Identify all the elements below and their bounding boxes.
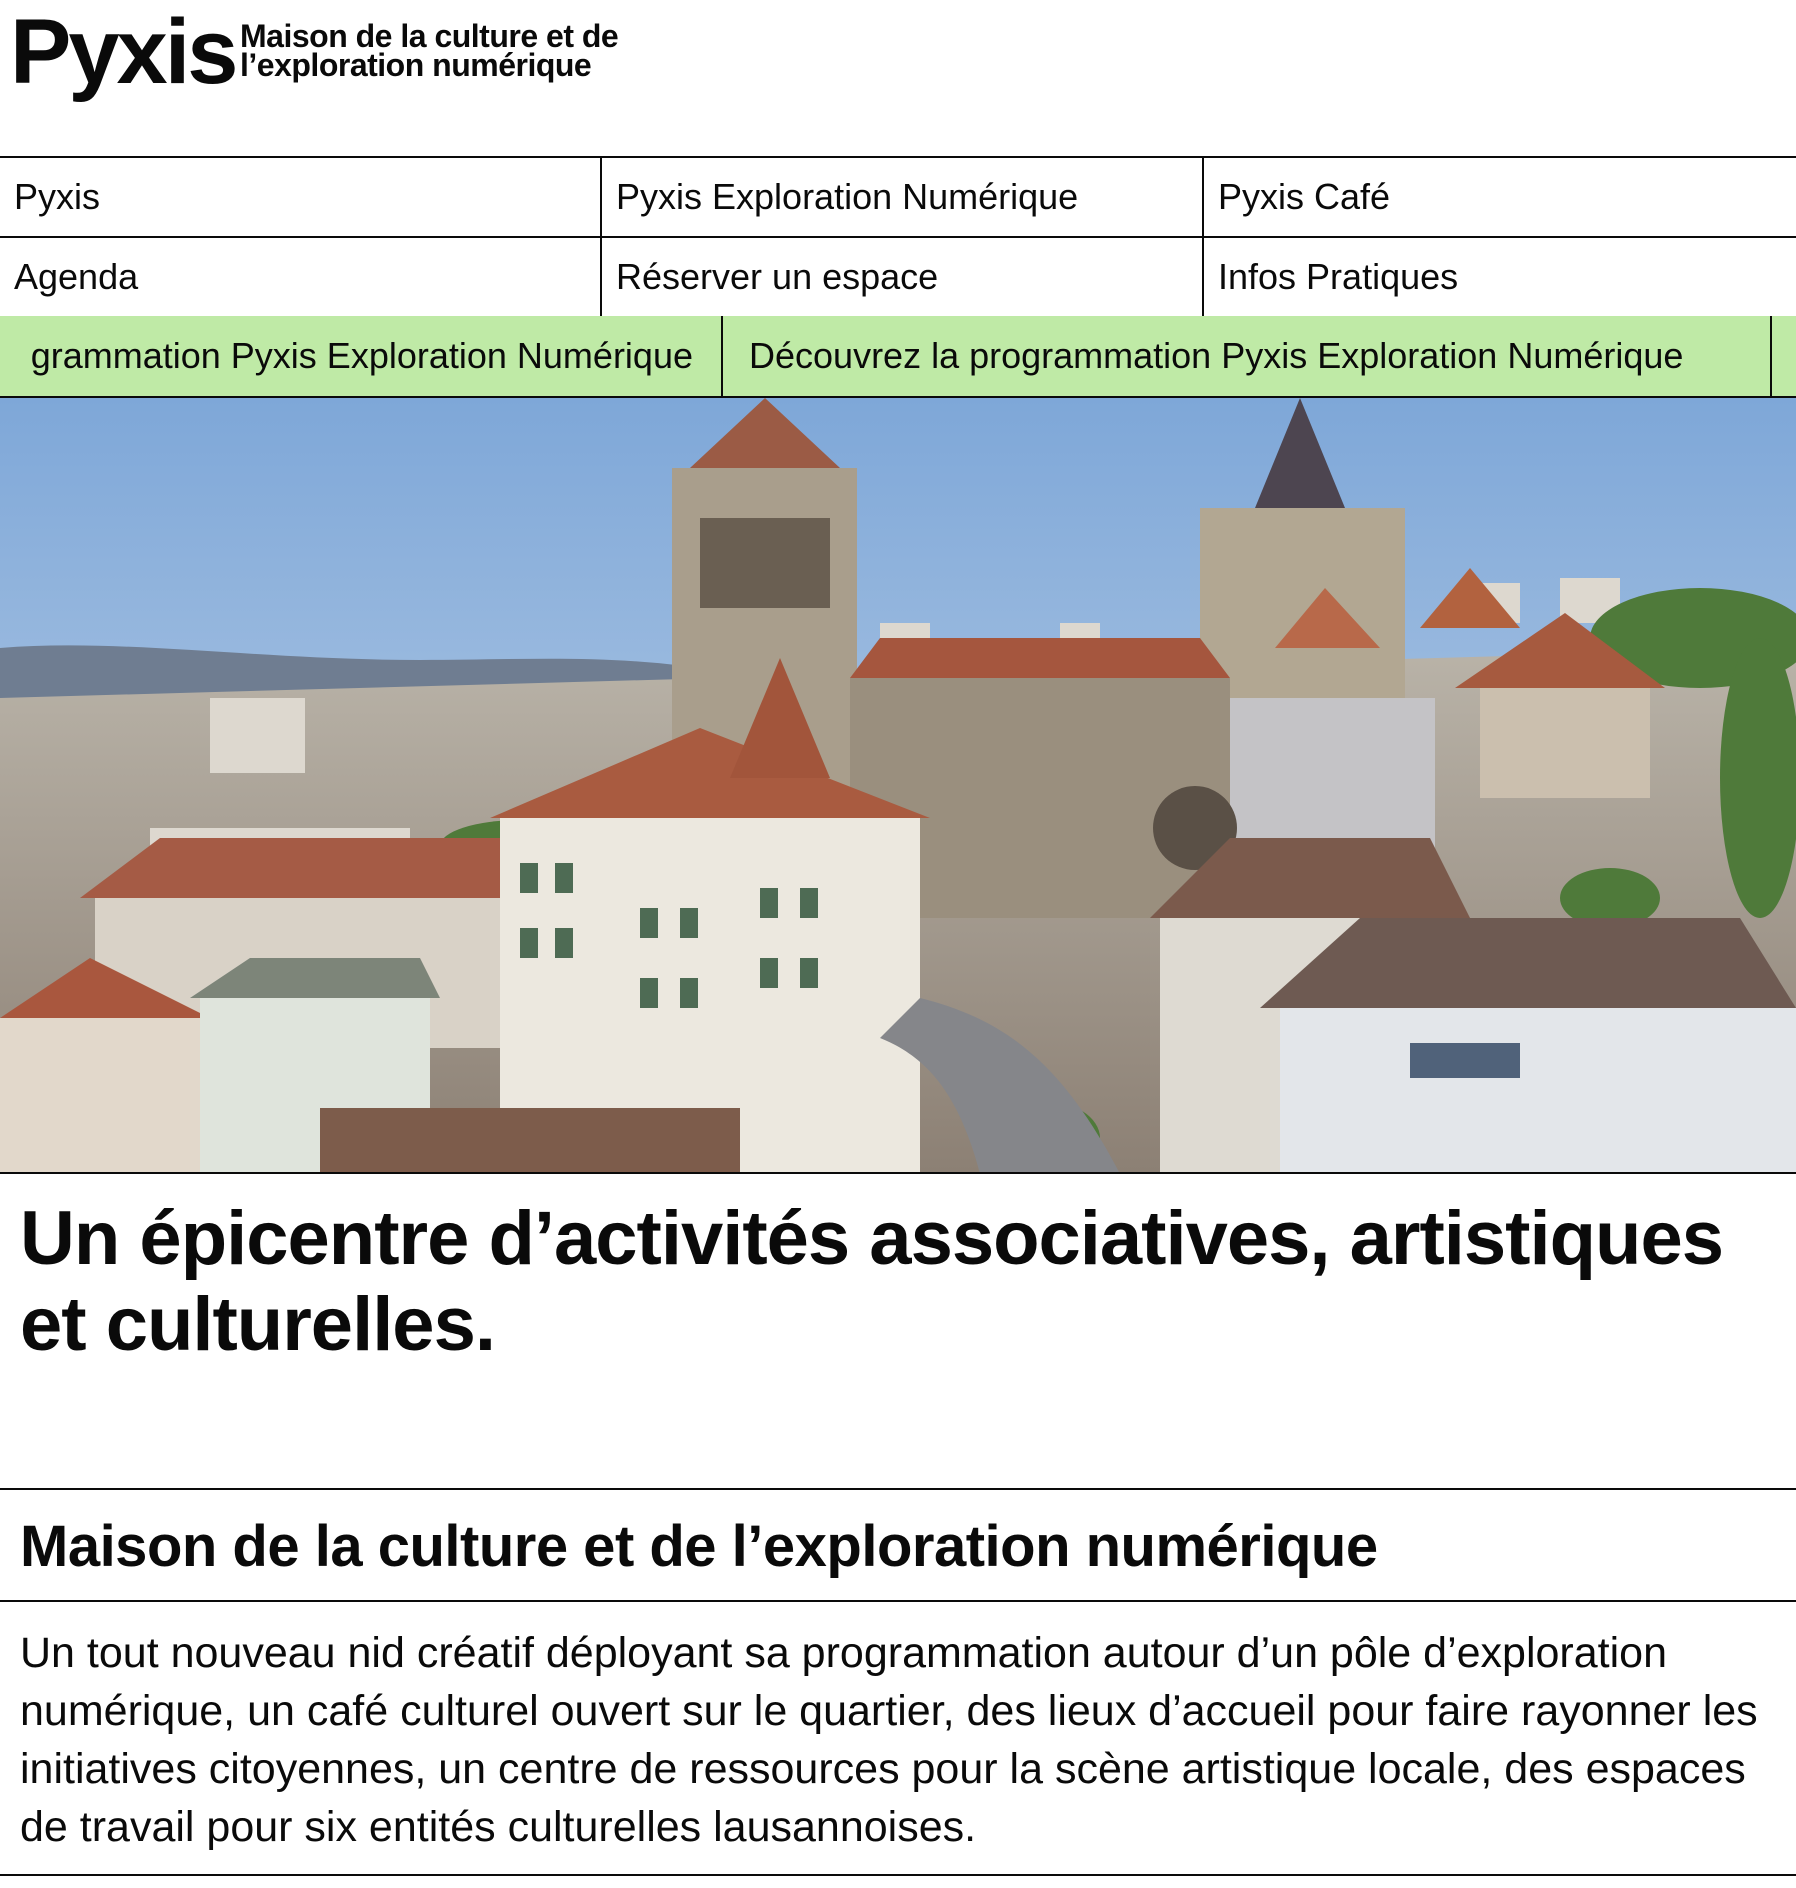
hero-headline: Un épicentre d’activités associatives, artistiques et culturelles.: [20, 1196, 1723, 1367]
ticker-item-partial[interactable]: grammation Pyxis Exploration Numérique: [0, 316, 723, 396]
nav-item-infos-pratiques[interactable]: Infos Pratiques: [1218, 256, 1459, 297]
section-divider-top: [0, 1488, 1796, 1490]
nav-item-exploration-numerique[interactable]: Pyxis Exploration Numérique: [602, 158, 1204, 236]
ticker-item[interactable]: Découvrez la programmation Pyxis Exploration Numérique: [723, 316, 1772, 396]
logo-tagline-line2: l’exploration numérique: [240, 47, 592, 83]
section-title: Maison de la culture et de l’exploration numérique: [20, 1514, 1378, 1579]
logo-tagline: [240, 18, 619, 83]
section-divider-middle: [0, 1600, 1796, 1602]
nav-item-cafe[interactable]: Pyxis Café: [1218, 176, 1391, 217]
nav-row-1: [0, 158, 1796, 238]
nav-item-pyxis[interactable]: Pyxis: [0, 158, 602, 236]
nav-item-agenda[interactable]: Agenda: [0, 238, 602, 316]
hero-image: [0, 398, 1796, 1174]
logo[interactable]: Pyxis: [10, 1, 236, 103]
site-header: [0, 0, 1796, 156]
section-description: Un tout nouveau nid créatif déployant sa programmation autour d’un pôle d’exploration numérique, un café culturel ouvert sur le quartier, des lieux d’accueil pour faire rayonner les initiatives citoyennes, un centre de ressources pour la scène artistique locale, des espaces de travail pour six entités culturelles lausannoises.: [20, 1629, 1758, 1851]
announcement-ticker[interactable]: [0, 316, 1796, 398]
main-navigation: [0, 156, 1796, 316]
nav-item-reserver[interactable]: Réserver un espace: [602, 238, 1204, 316]
logo-tagline-line1: Maison de la culture et de: [240, 18, 619, 54]
cathedral-aerial-photo: [0, 398, 1796, 1174]
nav-row-2: [0, 238, 1796, 318]
section-divider-bottom: [0, 1874, 1796, 1876]
